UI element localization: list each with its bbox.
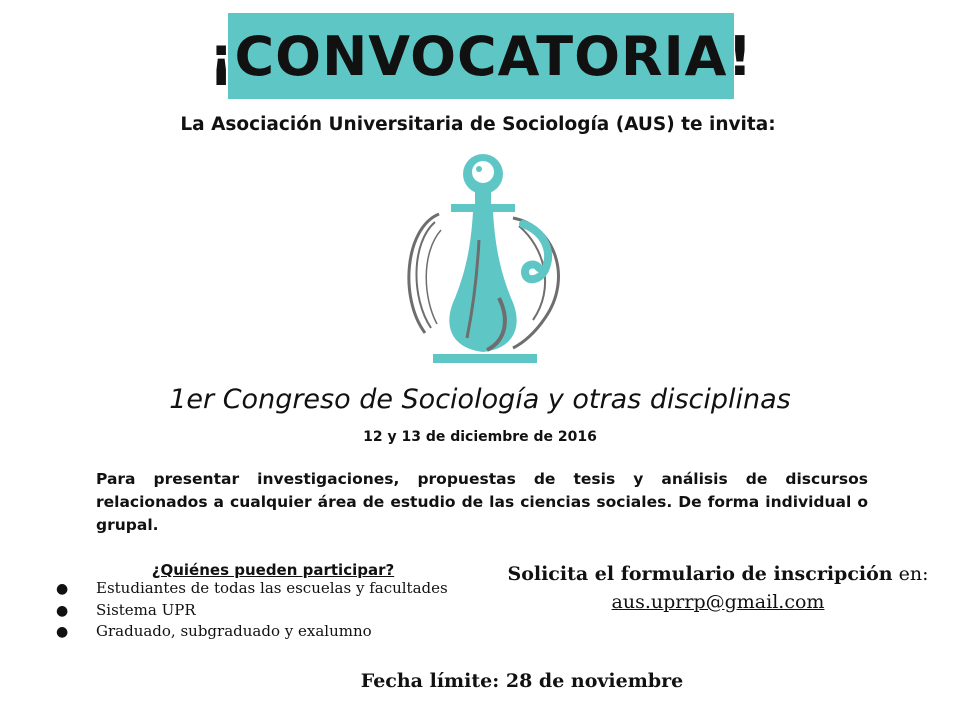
list-item bbox=[56, 621, 448, 643]
participant-label: Graduado, subgraduado y exalumno bbox=[96, 622, 372, 640]
bullet-icon: ● bbox=[56, 624, 69, 640]
participant-label: Sistema UPR bbox=[96, 600, 196, 619]
call-description: Para presentar investigaciones, propuestas de tesis y análisis de discursos relacionados a cualquier área de estudio de las ciencias sociales. De forma individual o grupal. bbox=[96, 470, 868, 534]
registration-cta bbox=[496, 560, 940, 616]
participants-title: ¿Quiénes pueden participar? bbox=[151, 561, 395, 579]
banner-title: ¡CONVOCATORIA! bbox=[208, 24, 754, 88]
bullet-icon: ● bbox=[56, 581, 69, 597]
aus-sociology-logo-icon bbox=[395, 148, 575, 368]
email-link[interactable]: aus.uprrp@gmail.com bbox=[611, 591, 825, 613]
congress-dates: 12 y 13 de diciembre de 2016 bbox=[363, 429, 597, 445]
invitation-subtitle: La Asociación Universitaria de Sociología (AUS) te invita: bbox=[180, 114, 776, 135]
bullet-icon: ● bbox=[56, 602, 69, 619]
cta-strong-text: Solicita el formulario de inscripción bbox=[507, 563, 893, 585]
cta-rest-text: en: bbox=[892, 563, 929, 585]
title-banner bbox=[208, 13, 754, 99]
congress-title: 1er Congreso de Sociología y otras disciplinas bbox=[169, 384, 791, 415]
participant-label: Estudiantes de todas las escuelas y facultades bbox=[96, 579, 448, 597]
list-item bbox=[56, 600, 448, 622]
list-item bbox=[56, 578, 448, 600]
participants-list bbox=[56, 578, 448, 643]
deadline: Fecha límite: 28 de noviembre bbox=[360, 670, 684, 692]
